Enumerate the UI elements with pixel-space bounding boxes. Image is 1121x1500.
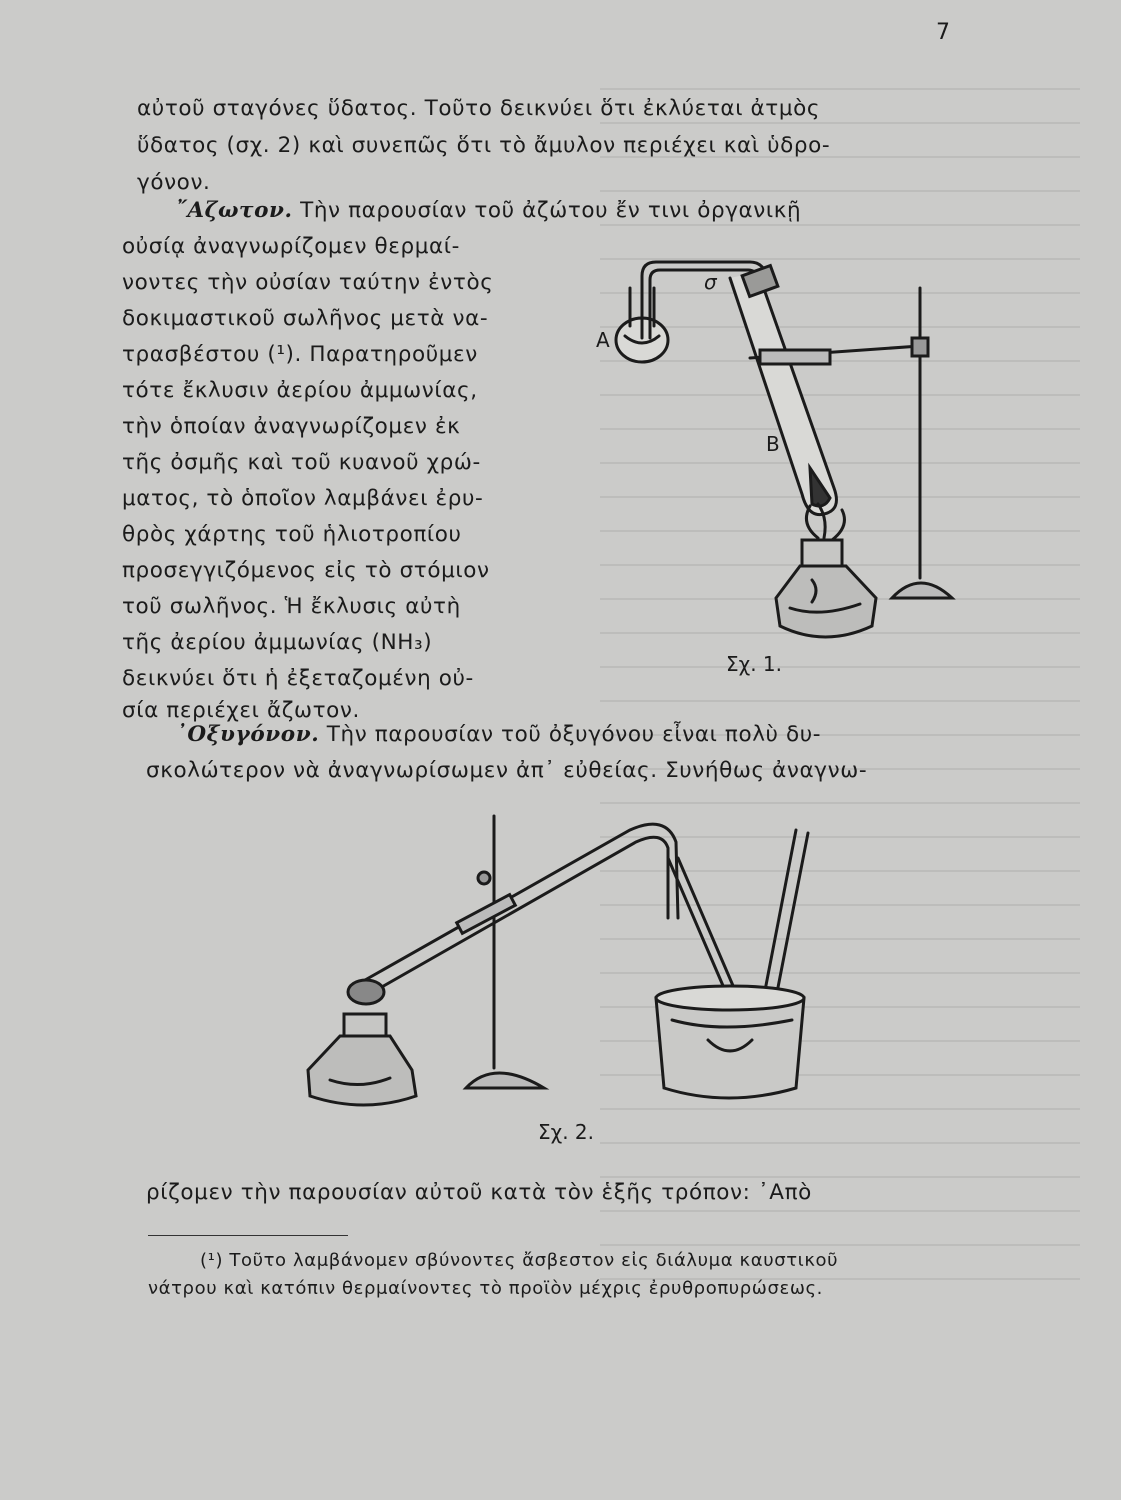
text-line: σκολώτερον νὰ ἀναγνωρίσωμεν ἀπ᾿ εὐθείας. Συνήθως ἀναγνω- [146, 758, 868, 783]
figure-1-label-b: B [766, 432, 780, 456]
figure-2-apparatus [296, 808, 816, 1108]
text-line: γόνον. [137, 170, 211, 195]
text-line: τοῦ σωλῆνος. Ἡ ἔκλυσις αὐτὴ [122, 594, 461, 619]
text-line: αὐτοῦ σταγόνες ὕδατος. Τοῦτο δεικνύει ὅτι ἐκλύεται ἀτμὸς [137, 96, 821, 121]
figure-1-label-sigma: σ [704, 270, 717, 294]
text-line: τῆς ὀσμῆς καὶ τοῦ κυανοῦ χρώ- [122, 450, 481, 475]
text-line: ὕδατος (σχ. 2) καὶ συνεπῶς ὅτι τὸ ἄμυλον περιέχει καὶ ὑδρο- [137, 133, 831, 158]
text-line: θρὸς χάρτης τοῦ ἡλιοτροπίου [122, 522, 462, 547]
text-line: νοντες τὴν οὐσίαν ταύτην ἐντὸς [122, 270, 494, 295]
text-line: τὴν ὁποίαν ἀναγνωρίζομεν ἐκ [122, 414, 461, 439]
text-line: ρίζομεν τὴν παρουσίαν αὐτοῦ κατὰ τὸν ἑξῆς τρόπον: ᾿Απὸ [146, 1180, 812, 1205]
figure-2-caption: Σχ. 2. [538, 1120, 594, 1144]
text-line: τρασβέστου (¹). Παρατηροῦμεν [122, 342, 478, 367]
azoton-first-line: ῎Αζωτον. Τὴν παρουσίαν τοῦ ἀζώτου ἔν τινι ὀργανικῇ [176, 198, 802, 223]
text-line: προσεγγιζόμενος εἰς τὸ στόμιον [122, 558, 490, 583]
text-line: σία περιέχει ἄζωτον. [122, 698, 360, 723]
footnote-line: (¹) Τοῦτο λαμβάνομεν σβύνοντες ἄσβεστον εἰς διάλυμα καυστικοῦ [200, 1250, 839, 1271]
oxygonon-first-line: ᾿Οξυγόνον. Τὴν παρουσίαν τοῦ ὀξυγόνου εἶναι πολὺ δυ- [176, 722, 822, 747]
text-line: τῆς ἀερίου ἀμμωνίας (NH₃) [122, 630, 433, 655]
text-line: οὐσίᾳ ἀναγνωρίζομεν θερμαί- [122, 234, 461, 259]
page-number: 7 [936, 20, 950, 45]
oxygonon-heading: ᾿Οξυγόνον. [176, 722, 320, 747]
text-line: τότε ἔκλυσιν ἀερίου ἀμμωνίας, [122, 378, 478, 403]
footnote-rule [148, 1235, 348, 1236]
figure-1-label-a: A [596, 328, 610, 352]
footnote-line: νάτρου καὶ κατόπιν θερμαίνοντες τὸ προϊὸν μέχρις ἐρυθροπυρώσεως. [148, 1278, 823, 1299]
text-line: ματος, τὸ ὁποῖον λαμβάνει ἐρυ- [122, 486, 484, 511]
azoton-heading: ῎Αζωτον. [176, 198, 293, 223]
text-line: δεικνύει ὅτι ἡ ἐξεταζομένη οὐ- [122, 666, 474, 691]
text-line: δοκιμαστικοῦ σωλῆνος μετὰ να- [122, 306, 489, 331]
figure-1-caption: Σχ. 1. [726, 652, 782, 676]
